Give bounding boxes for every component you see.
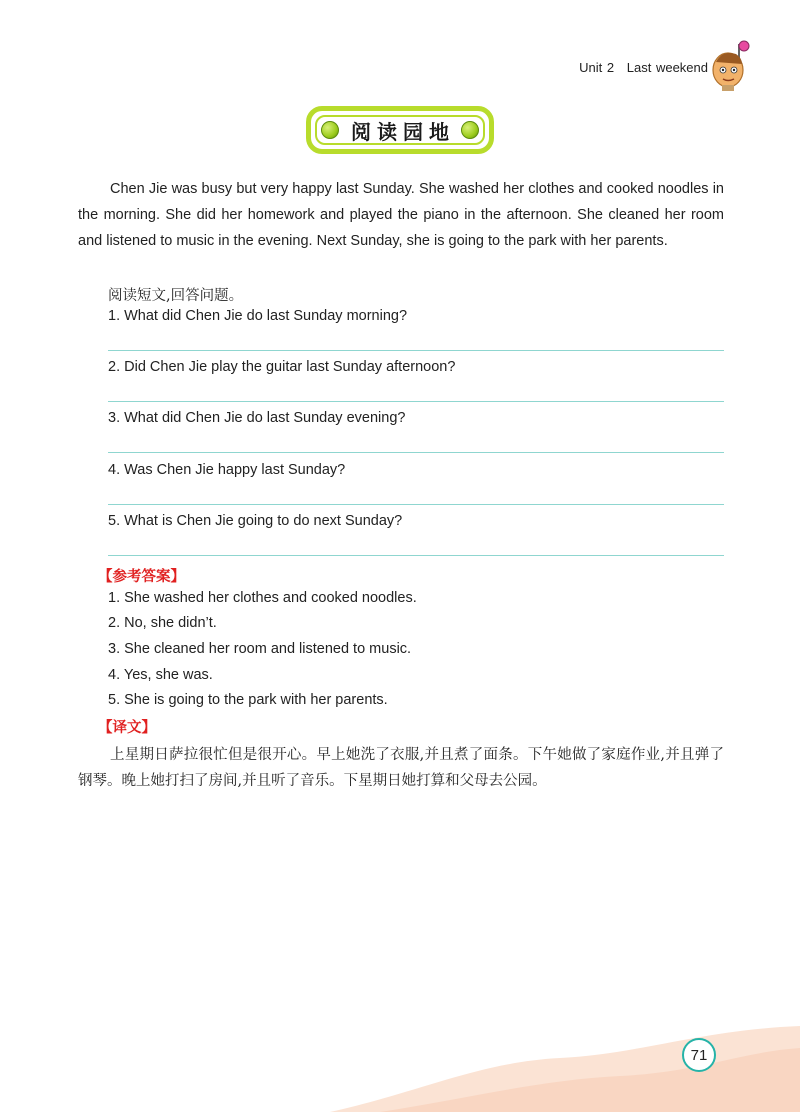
answers-heading: 【参考答案】: [98, 569, 185, 585]
question-1: 1. What did Chen Jie do last Sunday morning?: [108, 308, 408, 324]
answer-2: 2. No, she didn’t.: [108, 615, 217, 631]
answer-line: [108, 350, 724, 351]
unit-label: Unit 2: [579, 60, 615, 75]
answer-line: [108, 401, 724, 402]
answer-line: [108, 452, 724, 453]
answer-3: 3. She cleaned her room and listened to music.: [108, 641, 412, 657]
question-5: 5. What is Chen Jie going to do next Sunday?: [108, 513, 403, 529]
unit-topic: Last weekend: [626, 60, 708, 75]
question-3: 3. What did Chen Jie do last Sunday evening?: [108, 410, 406, 426]
decorative-wave: [0, 1022, 800, 1112]
section-title-frame: [306, 106, 494, 154]
answer-5: 5. She is going to the park with her parents.: [108, 692, 388, 708]
answer-1: 1. She washed her clothes and cooked noodles.: [108, 590, 417, 606]
answer-4: 4. Yes, she was.: [108, 667, 213, 683]
answer-line: [108, 504, 724, 505]
mascot-icon: [708, 40, 756, 92]
running-header: [571, 60, 708, 75]
translation-text: 上星期日萨拉很忙但是很开心。早上她洗了衣服,并且煮了面条。下午她做了家庭作业,并且弹了钢琴。晚上她打扫了房间,并且听了音乐。下星期日她打算和父母去公园。: [78, 747, 724, 789]
instruction: 阅读短文,回答问题。: [108, 288, 244, 304]
reading-passage: Chen Jie was busy but very happy last Sunday. She washed her clothes and cooked noodles in the morning. She did her homework and played the piano in the afternoon. She cleaned her room and listened to music in the evening. Next Sunday, she is going to the park with her parents.: [78, 181, 724, 249]
answer-line: [108, 555, 724, 556]
question-4: 4. Was Chen Jie happy last Sunday?: [108, 462, 346, 478]
green-bead-icon: [321, 121, 339, 139]
translation-heading: 【译文】: [98, 720, 156, 736]
section-title: 阅读园地: [351, 119, 455, 144]
green-bead-icon: [461, 121, 479, 139]
page-number: 71: [682, 1038, 716, 1072]
section-title-banner: [0, 106, 800, 154]
question-2: 2. Did Chen Jie play the guitar last Sunday afternoon?: [108, 359, 456, 375]
